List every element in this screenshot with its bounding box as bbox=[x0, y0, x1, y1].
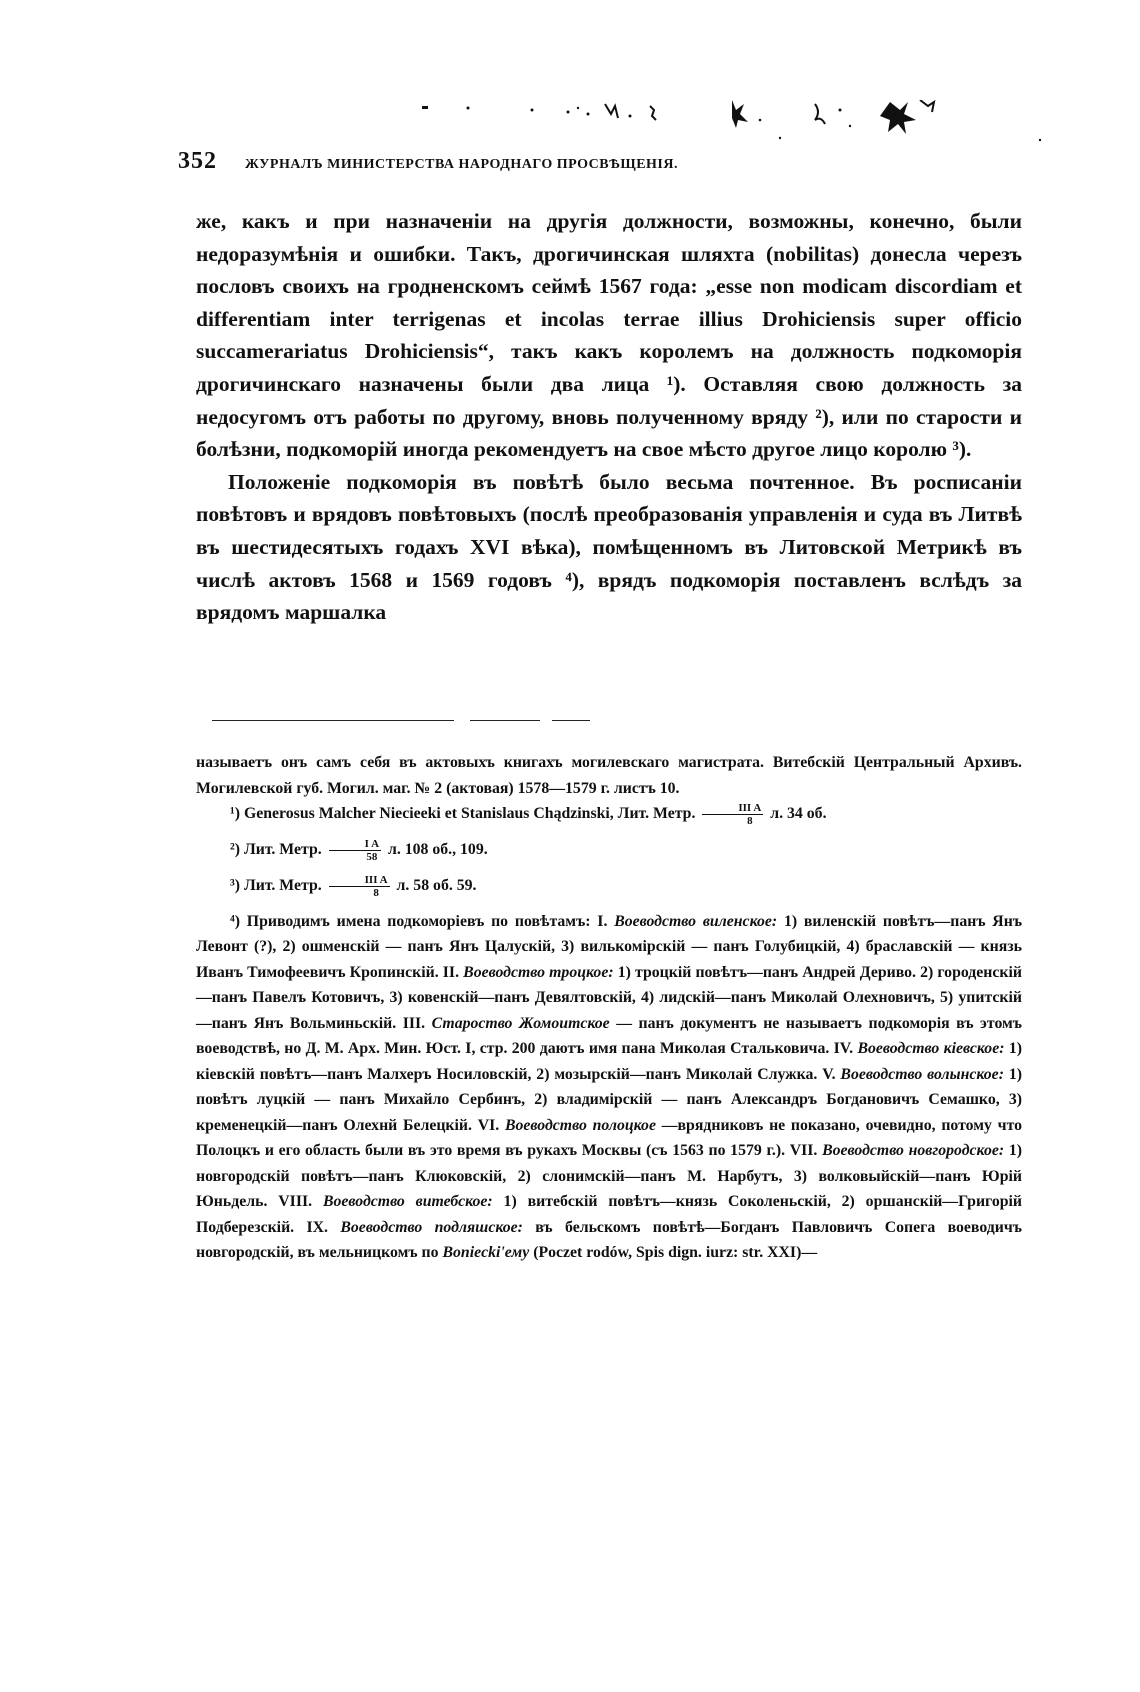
footnote-mark: ¹) bbox=[230, 805, 240, 822]
footnote-mark: ²) bbox=[230, 840, 240, 858]
archive-fraction bbox=[702, 802, 763, 827]
footnote-text: въ бельскомъ повѣтѣ—Богданъ Павловичъ Сопега воеводичъ новгородскій, въ мельницкомъ по bbox=[196, 1218, 1022, 1262]
footnote-tail: л. 58 об. 59. bbox=[396, 876, 477, 894]
voivodeship-name: Воеводство виленское: bbox=[614, 912, 778, 930]
archive-fraction bbox=[329, 874, 390, 899]
voivodeship-name: Воеводство полоцкое bbox=[504, 1116, 656, 1134]
footnote-1 bbox=[196, 801, 1022, 827]
fraction-denominator: 8 bbox=[747, 814, 753, 827]
footnote-text: Лит. Метр. bbox=[243, 876, 322, 894]
voivodeship-name: Воеводство кіевское: bbox=[857, 1040, 1005, 1058]
fraction-numerator: III A bbox=[702, 802, 763, 815]
footnote-2 bbox=[196, 837, 1022, 863]
footnote-4 bbox=[196, 909, 1022, 1266]
footnote-tail: л. 34 об. bbox=[770, 805, 827, 822]
footnote-text: (Poczet rodów, Spis dign. iurz: str. XXI)— bbox=[533, 1244, 818, 1262]
body-paragraph: же, какъ и при назначеніи на другія должности, возможны, конечно, были недоразумѣнія и ошибки. Такъ, дрогичинская шляхта (nobilitas) донесла черезъ пословъ своихъ на гродненскомъ сеймѣ 1567 года: „esse non modicam discordiam et differentiam inter terrigenas et incolas terrae illius Drohiciensis super officio succamerariatus Drohiciensis“, такъ какъ королемъ на должность подкоморія дрогичинскаго назначены были два лица ¹). Оставляя свою должность за недосугомъ отъ работы по другому, вновь полученному вряду ²), или по старости и болѣзни, подкоморій иногда рекомендуетъ на свое мѣсто другое лицо королю ³). bbox=[196, 209, 1022, 462]
author-name: Boniecki'ему bbox=[442, 1244, 530, 1262]
footnote-mark: ⁴) bbox=[230, 912, 240, 930]
running-head bbox=[178, 148, 1058, 184]
voivodeship-name: Воеводство троцкое: bbox=[463, 963, 614, 981]
body-paragraph: Положеніе подкоморія въ повѣтѣ было весьма почтенное. Въ росписаніи повѣтовъ и врядовъ повѣтовыхъ (послѣ преобразованія управленія и суда въ Литвѣ въ шестидесятыхъ годахъ XVI вѣка), помѣщенномъ въ Литовской Метрикѣ въ числѣ актовъ 1568 и 1569 годовъ ⁴), врядъ подкоморія поставленъ вслѣдъ за врядомъ маршалка bbox=[196, 469, 1022, 625]
page-number: 352 bbox=[178, 148, 217, 174]
fraction-denominator: 8 bbox=[373, 886, 379, 899]
footnote-tail: л. 108 об., 109. bbox=[387, 840, 488, 858]
footnote-mark: ³) bbox=[230, 876, 240, 894]
footnote-continuation: называетъ онъ самъ себя въ актовыхъ книгахъ могилевскаго магистрата. Витебскій Центральный Архивъ. Могилевской губ. Могил. маг. № 2 (актовая) 1578—1579 г. листъ 10. bbox=[196, 754, 1022, 797]
voivodeship-name: Воеводство подляшское: bbox=[340, 1218, 523, 1236]
footnote-text: 1) новгородскій повѣтъ—панъ Клюковскій, 2) слонимскій—панъ М. Нарбутъ, 3) волковыйскій—панъ Юрій Юньдель. VIII. bbox=[196, 1142, 1022, 1211]
footnote-text: 1) кіевскій повѣтъ—панъ Малхеръ Носиловскій, 2) мозырскій—панъ Миколай Служка. V. bbox=[196, 1040, 1022, 1083]
fraction-numerator: III A bbox=[329, 874, 390, 887]
footnote-text: Generosus Malcher Niecieeki et Stanislaus Chądzinski, Лит. Метр. bbox=[243, 805, 696, 822]
footnote-divider bbox=[470, 720, 540, 721]
archive-fraction bbox=[329, 838, 381, 863]
footnote-3 bbox=[196, 873, 1022, 899]
voivodeship-name: Староство Жомоитское bbox=[431, 1014, 610, 1032]
voivodeship-name: Воеводство волынское: bbox=[840, 1065, 1004, 1083]
footnote-divider bbox=[212, 720, 454, 721]
voivodeship-name: Воеводство новгородское: bbox=[822, 1142, 1005, 1160]
footnotes bbox=[196, 750, 1022, 1266]
journal-title: ЖУРНАЛЪ МИНИСТЕРСТВА НАРОДНАГО ПРОСВѢЩЕНІЯ. bbox=[245, 157, 678, 172]
footnote-text: 1) витебскій повѣтъ—князь Соколеньскій, 2) оршанскій—Григорій Подберезскій. IX. bbox=[196, 1193, 1022, 1236]
main-text bbox=[196, 205, 1022, 629]
footnote-text: — панъ документъ не называетъ подкоморія въ этомъ воеводствѣ, но Д. М. Арх. Мин. Юст. I, стр. 200 даютъ имя пана Миколая Стальковича. IV. bbox=[196, 1014, 1023, 1058]
fraction-numerator: I A bbox=[329, 838, 381, 851]
voivodeship-name: Воеводство витебское: bbox=[322, 1193, 493, 1211]
footnote-text: 1) повѣтъ луцкій — панъ Михайло Сербинъ, 2) владимірскій — панъ Александръ Богдановичъ Семашко, 3) кременецкій—панъ Олехнй Белецкій. VI. bbox=[196, 1065, 1023, 1134]
footnote-divider bbox=[552, 720, 590, 721]
footnote-text: 1) виленскій повѣтъ—панъ Янъ Левонт (?), 2) ошменскій — панъ Янъ Цалускій, 3) вилькомірскій — панъ Голубицкій, 4) браславскій — князь Иванъ Тимофеевичъ Кропинскій. II. bbox=[196, 912, 1023, 981]
footnote-text: Лит. Метр. bbox=[243, 840, 322, 858]
footnote-text: —врядниковъ не показано, очевидно, потому что Полоцкъ и его область были въ это время въ рукахъ Москвы (съ 1563 по 1579 г.). VII. bbox=[196, 1116, 1023, 1160]
fraction-denominator: 58 bbox=[366, 850, 378, 863]
footnote-text: 1) троцкій повѣтъ—панъ Андрей Дериво. 2) городенскій—панъ Павелъ Котовичъ, 3) ковенскій—панъ Девялтовскій, 4) лидскій—панъ Миколай Олехновичъ, 5) упитскій—панъ Янъ Вольминьскій. III. bbox=[196, 963, 1023, 1032]
footnote-text: Приводимъ имена подкоморіевъ по повѣтамъ: I. bbox=[246, 912, 608, 930]
